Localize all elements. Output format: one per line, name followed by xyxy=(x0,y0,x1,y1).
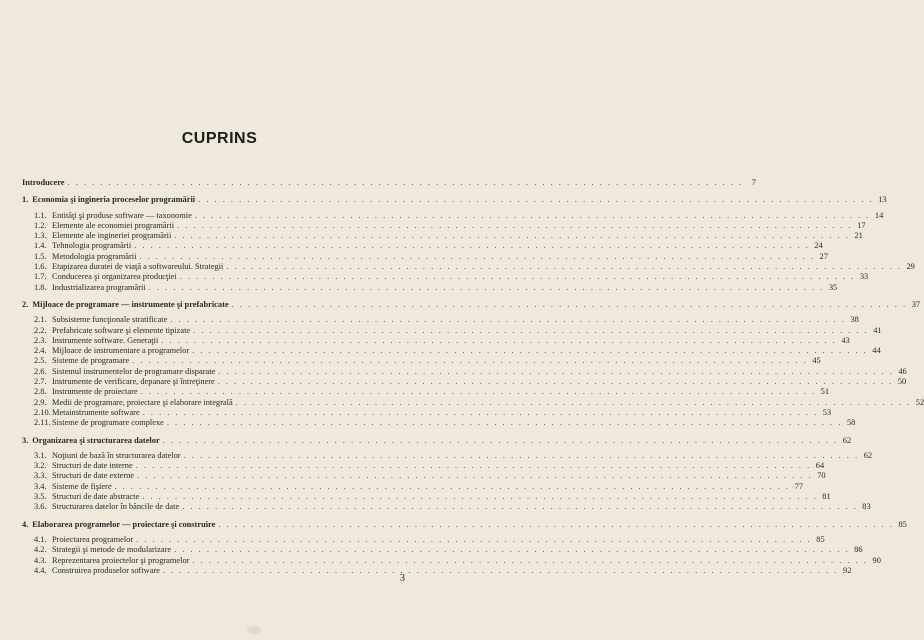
toc-section-number: 2.10. xyxy=(34,407,51,417)
toc-chapter-label xyxy=(22,436,160,446)
toc-section-label xyxy=(34,566,160,576)
dot-leader xyxy=(184,451,859,461)
dot-leader xyxy=(134,241,809,251)
toc-section-list xyxy=(22,450,873,513)
toc-section-page: 45 xyxy=(812,356,821,366)
toc-section-row xyxy=(22,210,884,221)
toc-section-title: Structurarea datelor în băncile de date xyxy=(52,502,180,512)
toc-section-number: 1.7. xyxy=(34,272,47,282)
toc-chapter-title: Organizarea şi structurarea datelor xyxy=(32,435,160,445)
dot-leader xyxy=(163,566,838,576)
toc-chapter xyxy=(22,299,924,429)
dot-leader xyxy=(226,262,901,272)
toc-section-label xyxy=(34,377,215,387)
toc-section-row xyxy=(22,492,831,502)
toc-section-label xyxy=(34,535,133,545)
toc-section-page: 27 xyxy=(819,251,828,261)
toc-section-title: Medii de programare, proiectare şi elaborare integrală xyxy=(52,397,233,407)
toc-section-label xyxy=(34,283,146,293)
toc-section-row xyxy=(22,325,882,336)
toc-section-page: 44 xyxy=(872,346,881,356)
toc-section-row xyxy=(22,471,826,481)
toc-section-number: 2.6. xyxy=(34,366,47,376)
toc-section-row xyxy=(22,231,863,241)
toc-section-row xyxy=(22,481,804,492)
page-title: CUPRINS xyxy=(181,130,258,147)
dot-leader xyxy=(136,461,811,471)
toc-section-number: 2.8. xyxy=(34,387,47,397)
toc-section-page: 92 xyxy=(843,565,852,575)
toc-section-title: Metainstrumente software xyxy=(52,407,140,417)
toc-section-list xyxy=(22,315,924,428)
toc-chapter-page: 13 xyxy=(878,195,887,205)
toc-section-label xyxy=(34,336,158,346)
toc-chapter xyxy=(22,519,907,576)
toc-section-page: 14 xyxy=(874,210,884,220)
toc-section-row xyxy=(22,282,838,293)
dot-leader xyxy=(218,520,893,530)
toc-section-number: 1.3. xyxy=(34,231,47,241)
toc-section-page: 21 xyxy=(854,231,863,241)
toc-section-number: 3.2. xyxy=(34,461,47,471)
toc-section-page: 41 xyxy=(873,325,882,335)
toc-section-title: Elemente ale ingineriei programării xyxy=(52,231,172,241)
toc-section-title: Structuri de date externe xyxy=(52,471,135,481)
toc-section-label xyxy=(34,346,189,356)
toc-section-title: Elemente ale economiei programării xyxy=(52,220,175,230)
toc-section-number: 1.5. xyxy=(34,251,47,261)
toc-section-page: 50 xyxy=(897,377,907,387)
dot-leader xyxy=(174,231,849,241)
toc-section-label xyxy=(34,241,131,251)
toc-section-page: 33 xyxy=(859,272,869,282)
dot-leader xyxy=(192,556,867,566)
dot-leader xyxy=(163,436,838,446)
toc-section-title: Instrumente software. Generaţii xyxy=(52,335,159,345)
toc-section-row xyxy=(22,346,881,356)
dot-leader xyxy=(115,482,790,492)
toc-section-number: 3.1. xyxy=(34,450,47,460)
toc-section-title: Structuri de date interne xyxy=(52,461,133,471)
toc-chapter-number: 3. xyxy=(22,435,29,445)
toc-section-title: Entităţi şi produse software — taxonomie xyxy=(52,210,192,220)
dot-leader xyxy=(218,377,893,387)
toc-section-page: 24 xyxy=(814,241,823,251)
toc-section-title: Mijloace de instrumentare a programelor xyxy=(52,346,190,356)
toc-section-row xyxy=(22,565,852,576)
toc-section-title: Sisteme de fişiere xyxy=(52,481,112,491)
toc-chapter-label xyxy=(22,195,195,205)
toc-section-number: 2.7. xyxy=(34,377,47,387)
toc-section-number: 2.2. xyxy=(34,325,47,335)
toc-section-number: 2.11. xyxy=(34,418,51,428)
toc-section-label xyxy=(34,418,164,428)
toc-section-title: Reprezentarea proiectelor şi programelor xyxy=(52,555,190,565)
toc-section-label xyxy=(34,502,179,512)
toc-section-row xyxy=(22,356,821,366)
toc-chapter xyxy=(22,435,873,513)
toc-section-row xyxy=(22,555,881,566)
toc-section-page: 58 xyxy=(846,418,856,428)
toc-chapter-label xyxy=(22,520,215,530)
dot-leader xyxy=(149,283,824,293)
toc-section-label xyxy=(34,398,233,408)
toc-chapter-row xyxy=(22,299,921,310)
dot-leader xyxy=(141,387,816,397)
toc-section-page: 46 xyxy=(898,366,907,376)
dot-leader xyxy=(232,300,907,310)
toc-chapter-label xyxy=(22,300,229,310)
toc-section-row xyxy=(22,545,863,555)
dot-leader xyxy=(198,195,873,205)
toc-section-page: 51 xyxy=(820,387,830,397)
toc-section-number: 2.9. xyxy=(34,397,47,407)
dot-leader xyxy=(137,471,812,481)
toc-section-page: 70 xyxy=(817,471,826,481)
toc-section-page: 83 xyxy=(862,502,871,512)
toc-section-label xyxy=(34,262,223,272)
toc-section-label xyxy=(34,221,174,231)
toc-section-label xyxy=(34,326,190,336)
table-of-contents xyxy=(22,178,924,576)
toc-chapter-page: 85 xyxy=(898,519,907,529)
toc-intro-page: 7 xyxy=(751,178,756,187)
toc-section-row xyxy=(22,461,825,471)
toc-chapter-row xyxy=(22,519,907,530)
toc-section-row xyxy=(22,241,823,251)
toc-section-title: Etapizarea duratei de viaţă a softwareului. Strategii xyxy=(52,262,224,272)
toc-section-row xyxy=(22,262,915,272)
toc-section-row xyxy=(22,397,924,408)
toc-section-label xyxy=(34,461,133,471)
page-number: 3 xyxy=(400,573,405,584)
toc-section-page: 43 xyxy=(841,335,850,345)
toc-section-page: 77 xyxy=(794,481,804,491)
toc-chapter-title: Elaborarea programelor — proiectare şi construire xyxy=(32,519,216,529)
dot-leader xyxy=(193,326,868,336)
toc-section-label xyxy=(34,252,136,262)
toc-section-label xyxy=(34,231,171,241)
dot-leader xyxy=(218,367,893,377)
toc-section-label xyxy=(34,272,177,282)
toc-section-number: 4.2. xyxy=(34,545,47,555)
toc-section-title: Industrializarea programării xyxy=(52,282,146,292)
toc-section-list xyxy=(22,210,915,293)
toc-section-number: 2.1. xyxy=(34,315,47,325)
toc-section-number: 1.6. xyxy=(34,262,47,272)
toc-chapter-title: Mijloace de programare — instrumente şi prefabricate xyxy=(32,299,229,309)
toc-section-title: Strategii şi metode de modularizare xyxy=(52,545,172,555)
toc-section-page: 64 xyxy=(815,461,825,471)
toc-chapter-title: Economia şi ingineria proceselor programării xyxy=(32,195,196,205)
toc-section-label xyxy=(34,408,140,418)
toc-section-row xyxy=(22,534,825,545)
toc-section-row xyxy=(22,272,869,282)
toc-section-row xyxy=(22,387,830,397)
toc-intro-label: Introducere xyxy=(22,178,65,187)
toc-section-label xyxy=(34,482,112,492)
dot-leader xyxy=(177,221,852,231)
toc-chapters xyxy=(22,195,924,576)
toc-section-number: 1.2. xyxy=(34,220,47,230)
toc-section-title: Proiectarea programelor xyxy=(52,534,134,544)
toc-section-row xyxy=(22,315,859,325)
dot-leader xyxy=(180,272,855,282)
toc-section-page: 85 xyxy=(816,534,825,544)
toc-section-number: 3.6. xyxy=(34,502,47,512)
dot-leader xyxy=(236,398,911,408)
toc-section-row xyxy=(22,335,850,346)
dot-leader xyxy=(136,535,811,545)
toc-section-title: Construirea produselor software xyxy=(52,565,160,575)
toc-section-label xyxy=(34,556,189,566)
dot-leader xyxy=(142,492,817,502)
toc-section-label xyxy=(34,471,134,481)
dot-leader xyxy=(167,418,842,428)
dot-leader xyxy=(68,178,743,188)
toc-section-row xyxy=(22,220,866,231)
toc-section-number: 1.8. xyxy=(34,282,47,292)
toc-section-row xyxy=(22,418,856,428)
toc-section-title: Structuri de date abstracte xyxy=(52,492,140,502)
toc-section-label xyxy=(34,492,139,502)
toc-section-page: 29 xyxy=(906,262,915,272)
toc-section-label xyxy=(34,356,129,366)
toc-section-list xyxy=(22,534,881,576)
toc-section-number: 4.1. xyxy=(34,534,47,544)
toc-section-title: Conducerea şi organizarea producţiei xyxy=(52,272,177,282)
toc-section-title: Tehnologia programării xyxy=(52,241,132,251)
dot-leader xyxy=(174,545,849,555)
dot-leader xyxy=(139,252,814,262)
toc-section-row xyxy=(22,407,832,418)
toc-section-title: Instrumente de proiectare xyxy=(52,387,138,397)
toc-section-label xyxy=(34,367,215,377)
toc-chapter-row xyxy=(22,435,852,446)
dot-leader xyxy=(143,408,818,418)
toc-section-row xyxy=(22,450,873,461)
dot-leader xyxy=(192,346,867,356)
dot-leader xyxy=(195,211,870,221)
toc-section-title: Sisteme de programare complexe xyxy=(52,418,164,428)
toc-section-page: 38 xyxy=(850,315,859,325)
toc-section-page: 62 xyxy=(863,450,873,460)
dot-leader xyxy=(182,502,857,512)
toc-section-number: 2.5. xyxy=(34,356,47,366)
toc-section-title: Subsisteme funcţionale stratificate xyxy=(52,315,168,325)
toc-section-row xyxy=(22,366,907,377)
toc-chapter-row xyxy=(22,195,887,205)
toc-section-page: 86 xyxy=(854,545,863,555)
toc-section-number: 3.5. xyxy=(34,492,47,502)
toc-chapter-number: 2. xyxy=(22,299,29,309)
toc-section-row xyxy=(22,377,907,387)
toc-section-label xyxy=(34,545,171,555)
toc-section-number: 4.4. xyxy=(34,565,47,575)
toc-section-label xyxy=(34,211,192,221)
toc-chapter-page: 62 xyxy=(842,435,852,445)
toc-section-number: 4.3. xyxy=(34,555,47,565)
dot-leader xyxy=(132,356,807,366)
toc-chapter-number: 1. xyxy=(22,195,29,205)
toc-chapter-page: 37 xyxy=(911,299,921,309)
toc-section-title: Sisteme de programare xyxy=(52,356,130,366)
toc-section-page: 17 xyxy=(857,220,866,230)
toc-section-number: 2.4. xyxy=(34,346,47,356)
toc-section-number: 1.4. xyxy=(34,241,47,251)
toc-section-label xyxy=(34,387,138,397)
toc-section-page: 81 xyxy=(822,492,831,502)
toc-section-title: Prefabricate software şi elemente tipizate xyxy=(52,325,191,335)
toc-chapter-number: 4. xyxy=(22,519,29,529)
toc-section-title: Noţiuni de bază în structurarea datelor xyxy=(52,450,181,460)
toc-section-page: 35 xyxy=(828,282,838,292)
toc-section-label xyxy=(34,451,181,461)
toc-section-row xyxy=(22,251,828,262)
dot-leader xyxy=(161,336,836,346)
paper-smudge xyxy=(247,626,261,634)
toc-section-number: 3.3. xyxy=(34,471,47,481)
dot-leader xyxy=(170,315,845,325)
toc-section-number: 2.3. xyxy=(34,335,47,345)
toc-section-page: 52 xyxy=(915,397,924,407)
toc-section-number: 1.1. xyxy=(34,210,47,220)
toc-section-page: 90 xyxy=(872,555,881,565)
toc-intro-row xyxy=(22,178,756,188)
toc-chapter xyxy=(22,195,915,293)
toc-section-label xyxy=(34,315,167,325)
toc-section-number: 3.4. xyxy=(34,481,47,491)
toc-section-title: Instrumente de verificare, depanare şi întreţinere xyxy=(52,377,215,387)
toc-section-page: 53 xyxy=(822,407,832,417)
toc-section-title: Sistemul instrumentelor de programare disparate xyxy=(52,366,216,376)
toc-section-title: Metodologia programării xyxy=(52,251,137,261)
toc-section-row xyxy=(22,502,871,512)
